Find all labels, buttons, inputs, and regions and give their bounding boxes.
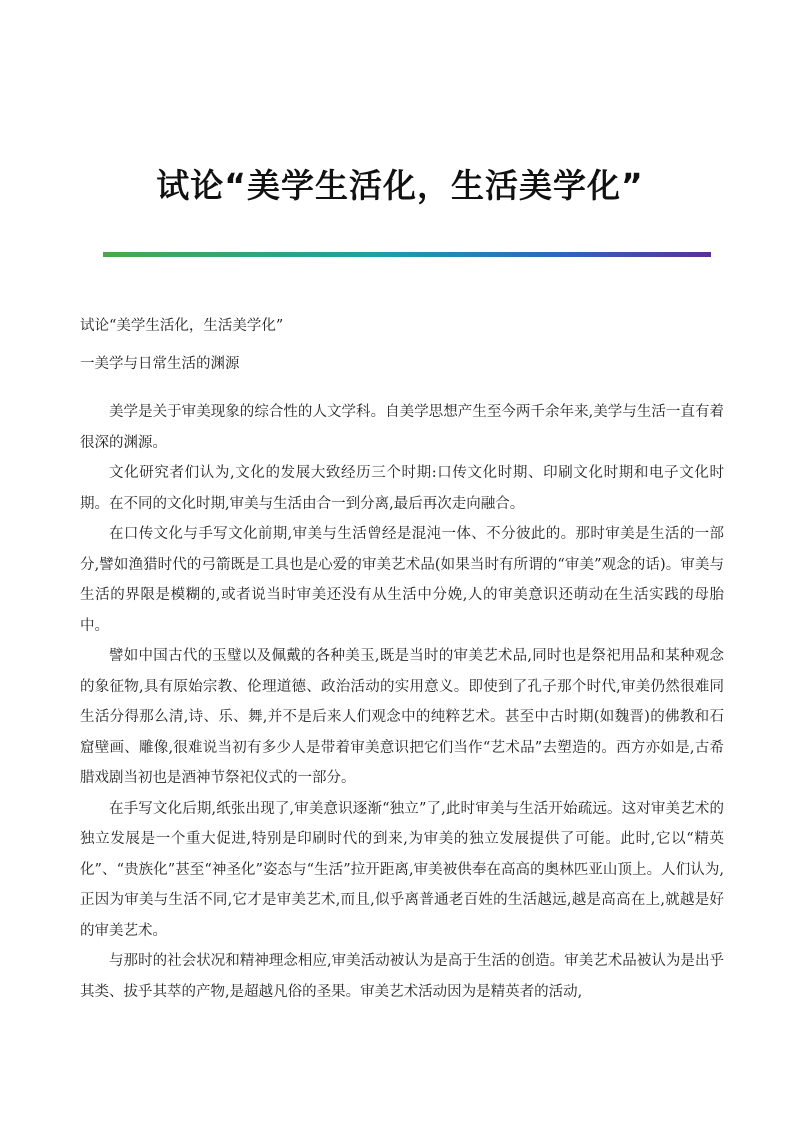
paragraph: 在手写文化后期,纸张出现了,审美意识逐渐“独立”了,此时审美与生活开始疏远。这对审美艺术的独立发展是一个重大促进,特别是印刷时代的到来,为审美的独立发展提供了可能。此时,它以“精英化”、“贵族化”甚至“神圣化”姿态与“生活”拉开距离,审美被供奉在高高的奥林匹亚山顶上。人们认为,正因为审美与生活不同,它才是审美艺术,而且,似乎离普通老百姓的生活越远,越是高高在上,就越是好的审美艺术。 — [80, 800, 724, 939]
paragraph: 在口传文化与手写文化前期,审美与生活曾经是混沌一体、不分彼此的。那时审美是生活的一部分,譬如渔猎时代的弓箭既是工具也是心爱的审美艺术品(如果当时有所谓的“审美”观念的话)。审美与生活的界限是模糊的,或者说当时审美还没有从生活中分娩,人的审美意识还萌动在生活实践的母胎中。 — [80, 526, 724, 634]
paragraph: 美学是关于审美现象的综合性的人文学科。自美学思想产生至今两千余年来,美学与生活一直有着很深的渊源。 — [80, 404, 724, 451]
document-title: 试论“美学生活化，生活美学化” — [156, 166, 644, 205]
paragraph: 与那时的社会状况和精神理念相应,审美活动被认为是高于生活的创造。审美艺术品被认为是出乎其类、拔乎其萃的产物,是超越凡俗的圣果。审美艺术活动因为是精英者的活动, — [80, 953, 724, 1000]
section-heading: 一美学与日常生活的渊源 — [80, 356, 240, 372]
body-text — [80, 397, 724, 1007]
title-divider — [103, 252, 711, 257]
subtitle-line: 试论“美学生活化，生活美学化” — [80, 318, 284, 334]
paragraph: 譬如中国古代的玉璧以及佩戴的各种美玉,既是当时的审美艺术品,同时也是祭祀用品和某种观念的象征物,具有原始宗教、伦理道德、政治活动的实用意义。即使到了孔子那个时代,审美仍然很难同生活分得那么清,诗、乐、舞,并不是后来人们观念中的纯粹艺术。甚至中古时期(如魏晋)的佛教和石窟壁画、雕像,很难说当初有多少人是带着审美意识把它们当作“艺术品”去塑造的。西方亦如是,古希腊戏剧当初也是酒神节祭祀仪式的一部分。 — [80, 648, 724, 786]
paragraph: 文化研究者们认为,文化的发展大致经历三个时期:口传文化时期、印刷文化时期和电子文化时期。在不同的文化时期,审美与生活由合一到分离,最后再次走向融合。 — [80, 465, 724, 512]
